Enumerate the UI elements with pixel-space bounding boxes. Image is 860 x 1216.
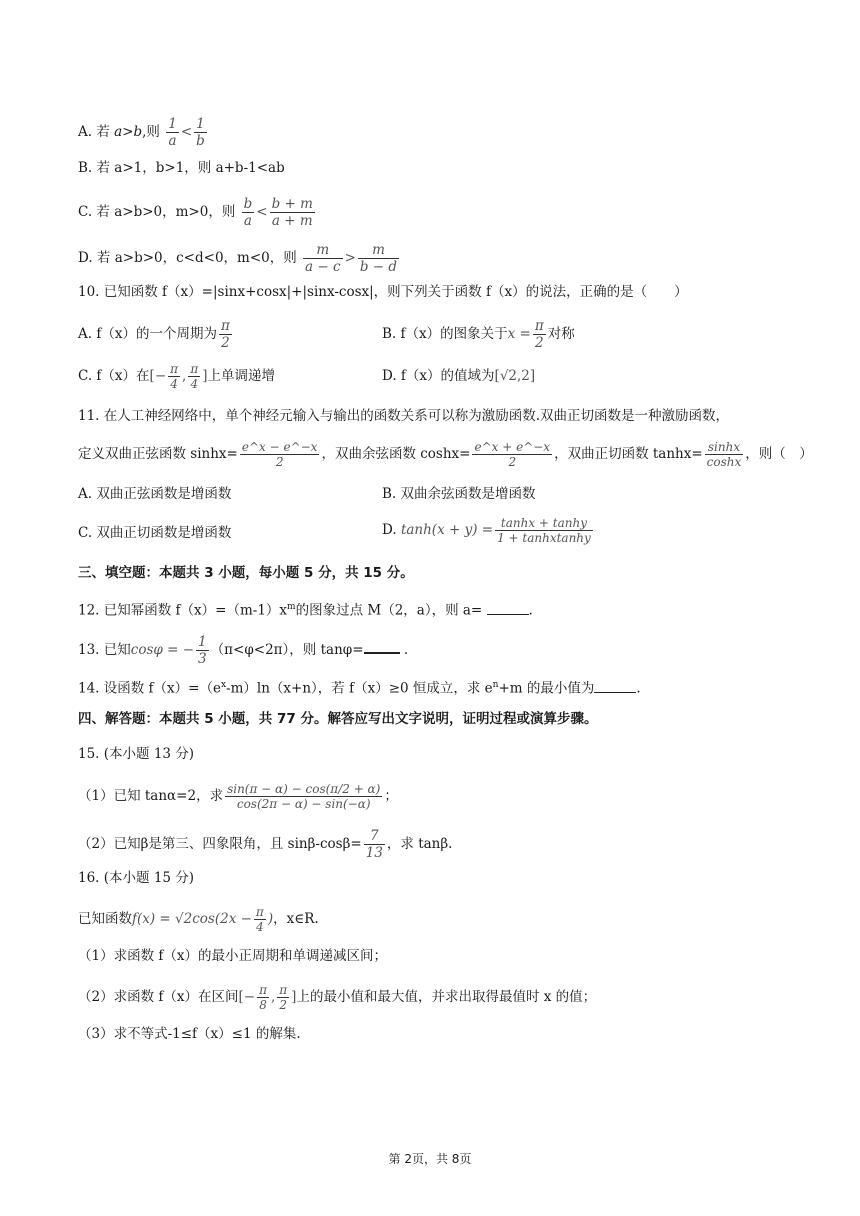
fraction: $\frac{\pi}{2}$ bbox=[220, 318, 230, 351]
answer-blank bbox=[594, 680, 636, 693]
fraction: $\frac{e\^{}x + e\^{}-x}{2}$ bbox=[474, 440, 551, 469]
q15-part2: （2）已知β是第三、四象限角，且 sinβ-cosβ= $\frac{7}{13}$ ，求 tanβ. bbox=[78, 828, 453, 861]
q11-option-b: B. 双曲余弦函数是增函数 bbox=[382, 486, 536, 502]
section-3-heading: 三、填空题：本题共 3 小题，每小题 5 分，共 15 分。 bbox=[78, 565, 414, 581]
q10-option-d: D. f（x）的值域为[√2,2] bbox=[382, 368, 536, 384]
q14: 14. 设函数 $f(x)=(e^x-m)\ln(x+n)$，若 f（x）≥0 恒成立，求 $e^n+m$ 的最小值为 . bbox=[78, 680, 641, 697]
q9-a-cond: a>b bbox=[114, 124, 143, 140]
q9-option-b: B. 若 a>1，b>1，则 a+b-1<ab bbox=[78, 160, 285, 176]
fraction: $\frac{\sin(\pi - \alpha) - \cos(\pi/2 + \alpha)}{\cos(2\pi - \alpha) - \sin(-\alpha)}$ bbox=[227, 782, 381, 811]
fraction: $\frac{1}{3}$ bbox=[198, 634, 207, 667]
section-4-heading: 四、解答题：本题共 5 小题，共 77 分。解答应写出文字说明，证明过程或演算步骤。 bbox=[78, 711, 598, 727]
fraction: $\frac{\pi}{8}$ bbox=[259, 983, 267, 1012]
q10-option-c: C. f（x）在[− $\frac{\pi}{4}$ , $\frac{\pi}{4}$ ]上单调递增 bbox=[78, 362, 275, 391]
answer-blank bbox=[364, 640, 400, 654]
page-footer: 第 2页，共 8页 bbox=[388, 1152, 472, 1166]
q16-part2: （2）求函数 f（x）在区间[− $\frac{\pi}{8}$ , $\frac{\pi}{2}$ ]上的最小值和最大值，并求出取得最值时 x 的值； bbox=[78, 983, 597, 1012]
q9-option-c: C. 若 a>b>0，m>0，则 $\frac{b}{a}$ < $\frac{b + m}{a + m}$ bbox=[78, 196, 313, 229]
fraction: $\frac{\sinh x}{\cosh x}$ bbox=[706, 440, 742, 469]
q9-d-label: D. 若 a>b>0，c<d<0，m<0，则 bbox=[78, 250, 297, 266]
fraction: $\frac{b}{a}$ bbox=[243, 196, 253, 229]
fraction: $\frac{\pi}{4}$ bbox=[170, 362, 179, 391]
fraction: $\frac{\pi}{4}$ bbox=[190, 362, 199, 391]
fraction: $\frac{\tanh x + \tanh y}{\text{1 + tanhxtanhy}}$ bbox=[497, 516, 591, 545]
q13: 13. 已知cosφ = − $\frac{1}{3}$ （π<φ<2π），则 tanφ= . bbox=[78, 634, 409, 667]
q11-option-a: A. 双曲正弦函数是增函数 bbox=[78, 486, 232, 502]
q10-option-a: A. f（x）的一个周期为 $\frac{\pi}{2}$ bbox=[78, 318, 230, 351]
op: < bbox=[180, 124, 193, 140]
q11-stem-line1: 11. 在人工神经网络中，单个神经元输入与输出的函数关系可以称为激励函数.双曲正切函数是一种激励函数， bbox=[78, 408, 730, 424]
q12: 12. 已知幂函数 $f(x)=(m-1)x^m$的图象过点 M（2，a），则 a= . bbox=[78, 602, 533, 619]
q16-title: 16. (本小题 15 分) bbox=[78, 870, 195, 886]
q15-part1: （1）已知 tanα=2，求 $\frac{\sin(\pi - \alpha) - \cos(\pi/2 + \alpha)}{\cos(2\pi - \alpha) - \sin(-\alpha)}$ ； bbox=[78, 782, 398, 811]
answer-blank bbox=[487, 602, 529, 615]
q15-title: 15. (本小题 13 分) bbox=[78, 746, 195, 762]
q11-option-c: C. 双曲正切函数是增函数 bbox=[78, 525, 232, 541]
fraction: $\frac{e\^{}x - e\^{}-x}{2}$ bbox=[241, 440, 318, 469]
fraction: $\frac{1}{a}$ bbox=[168, 116, 177, 149]
q9-a-label: A. 若 bbox=[78, 124, 115, 140]
q9-a-mid: ,则 bbox=[142, 124, 160, 140]
fraction: $\frac{\pi}{4}$ bbox=[255, 905, 264, 934]
fraction: $\frac{m}{b - d}$ bbox=[359, 242, 398, 275]
q16-stem: 已知函数f(x) = √2cos(2x − $\frac{\pi}{4}$ )，x∈R. bbox=[78, 905, 319, 934]
q11-option-d: D. tanh(x + y) = $\frac{\tanh x + \tanh y}{\text{1 + tanhxtanhy}}$ bbox=[382, 516, 591, 545]
fraction: $\frac{1}{b}$ bbox=[196, 116, 205, 149]
q11-stem-line2: 定义双曲正弦函数 sinhx= $\frac{e\^{}x - e\^{}-x}{2}$ ，双曲余弦函数 coshx= $\frac{e\^{}x + e\^{}-x}{2}$ ，双曲正切函数 tanhx= $\frac{\sinh x}{\cosh x}$ ，则（ ） bbox=[78, 440, 813, 469]
fraction: $\frac{b + m}{a + m}$ bbox=[271, 196, 313, 229]
q9-c-label: C. 若 a>b>0，m>0，则 bbox=[78, 204, 236, 220]
q10-option-b: B. f（x）的图象关于x = $\frac{\pi}{2}$ 对称 bbox=[382, 318, 575, 351]
q10-stem: 10. 已知函数 f（x）=|sinx+cosx|+|sinx-cosx|，则下列关于函数 f（x）的说法，正确的是（ ） bbox=[78, 284, 688, 300]
q9-option-a bbox=[78, 116, 209, 149]
q16-part1: （1）求函数 f（x）的最小正周期和单调递减区间； bbox=[78, 948, 387, 964]
fraction: $\frac{\pi}{2}$ bbox=[279, 983, 288, 1012]
fraction: $\frac{7}{13}$ bbox=[365, 828, 383, 861]
fraction: $\frac{\pi}{2}$ bbox=[534, 318, 544, 351]
q16-part3: （3）求不等式-1≤f（x）≤1 的解集. bbox=[78, 1026, 301, 1042]
q9-option-d: D. 若 a>b>0，c<d<0，m<0，则 $\frac{m}{a - c}$ > $\frac{m}{b - d}$ bbox=[78, 242, 398, 275]
fraction: $\frac{m}{a - c}$ bbox=[305, 242, 341, 275]
